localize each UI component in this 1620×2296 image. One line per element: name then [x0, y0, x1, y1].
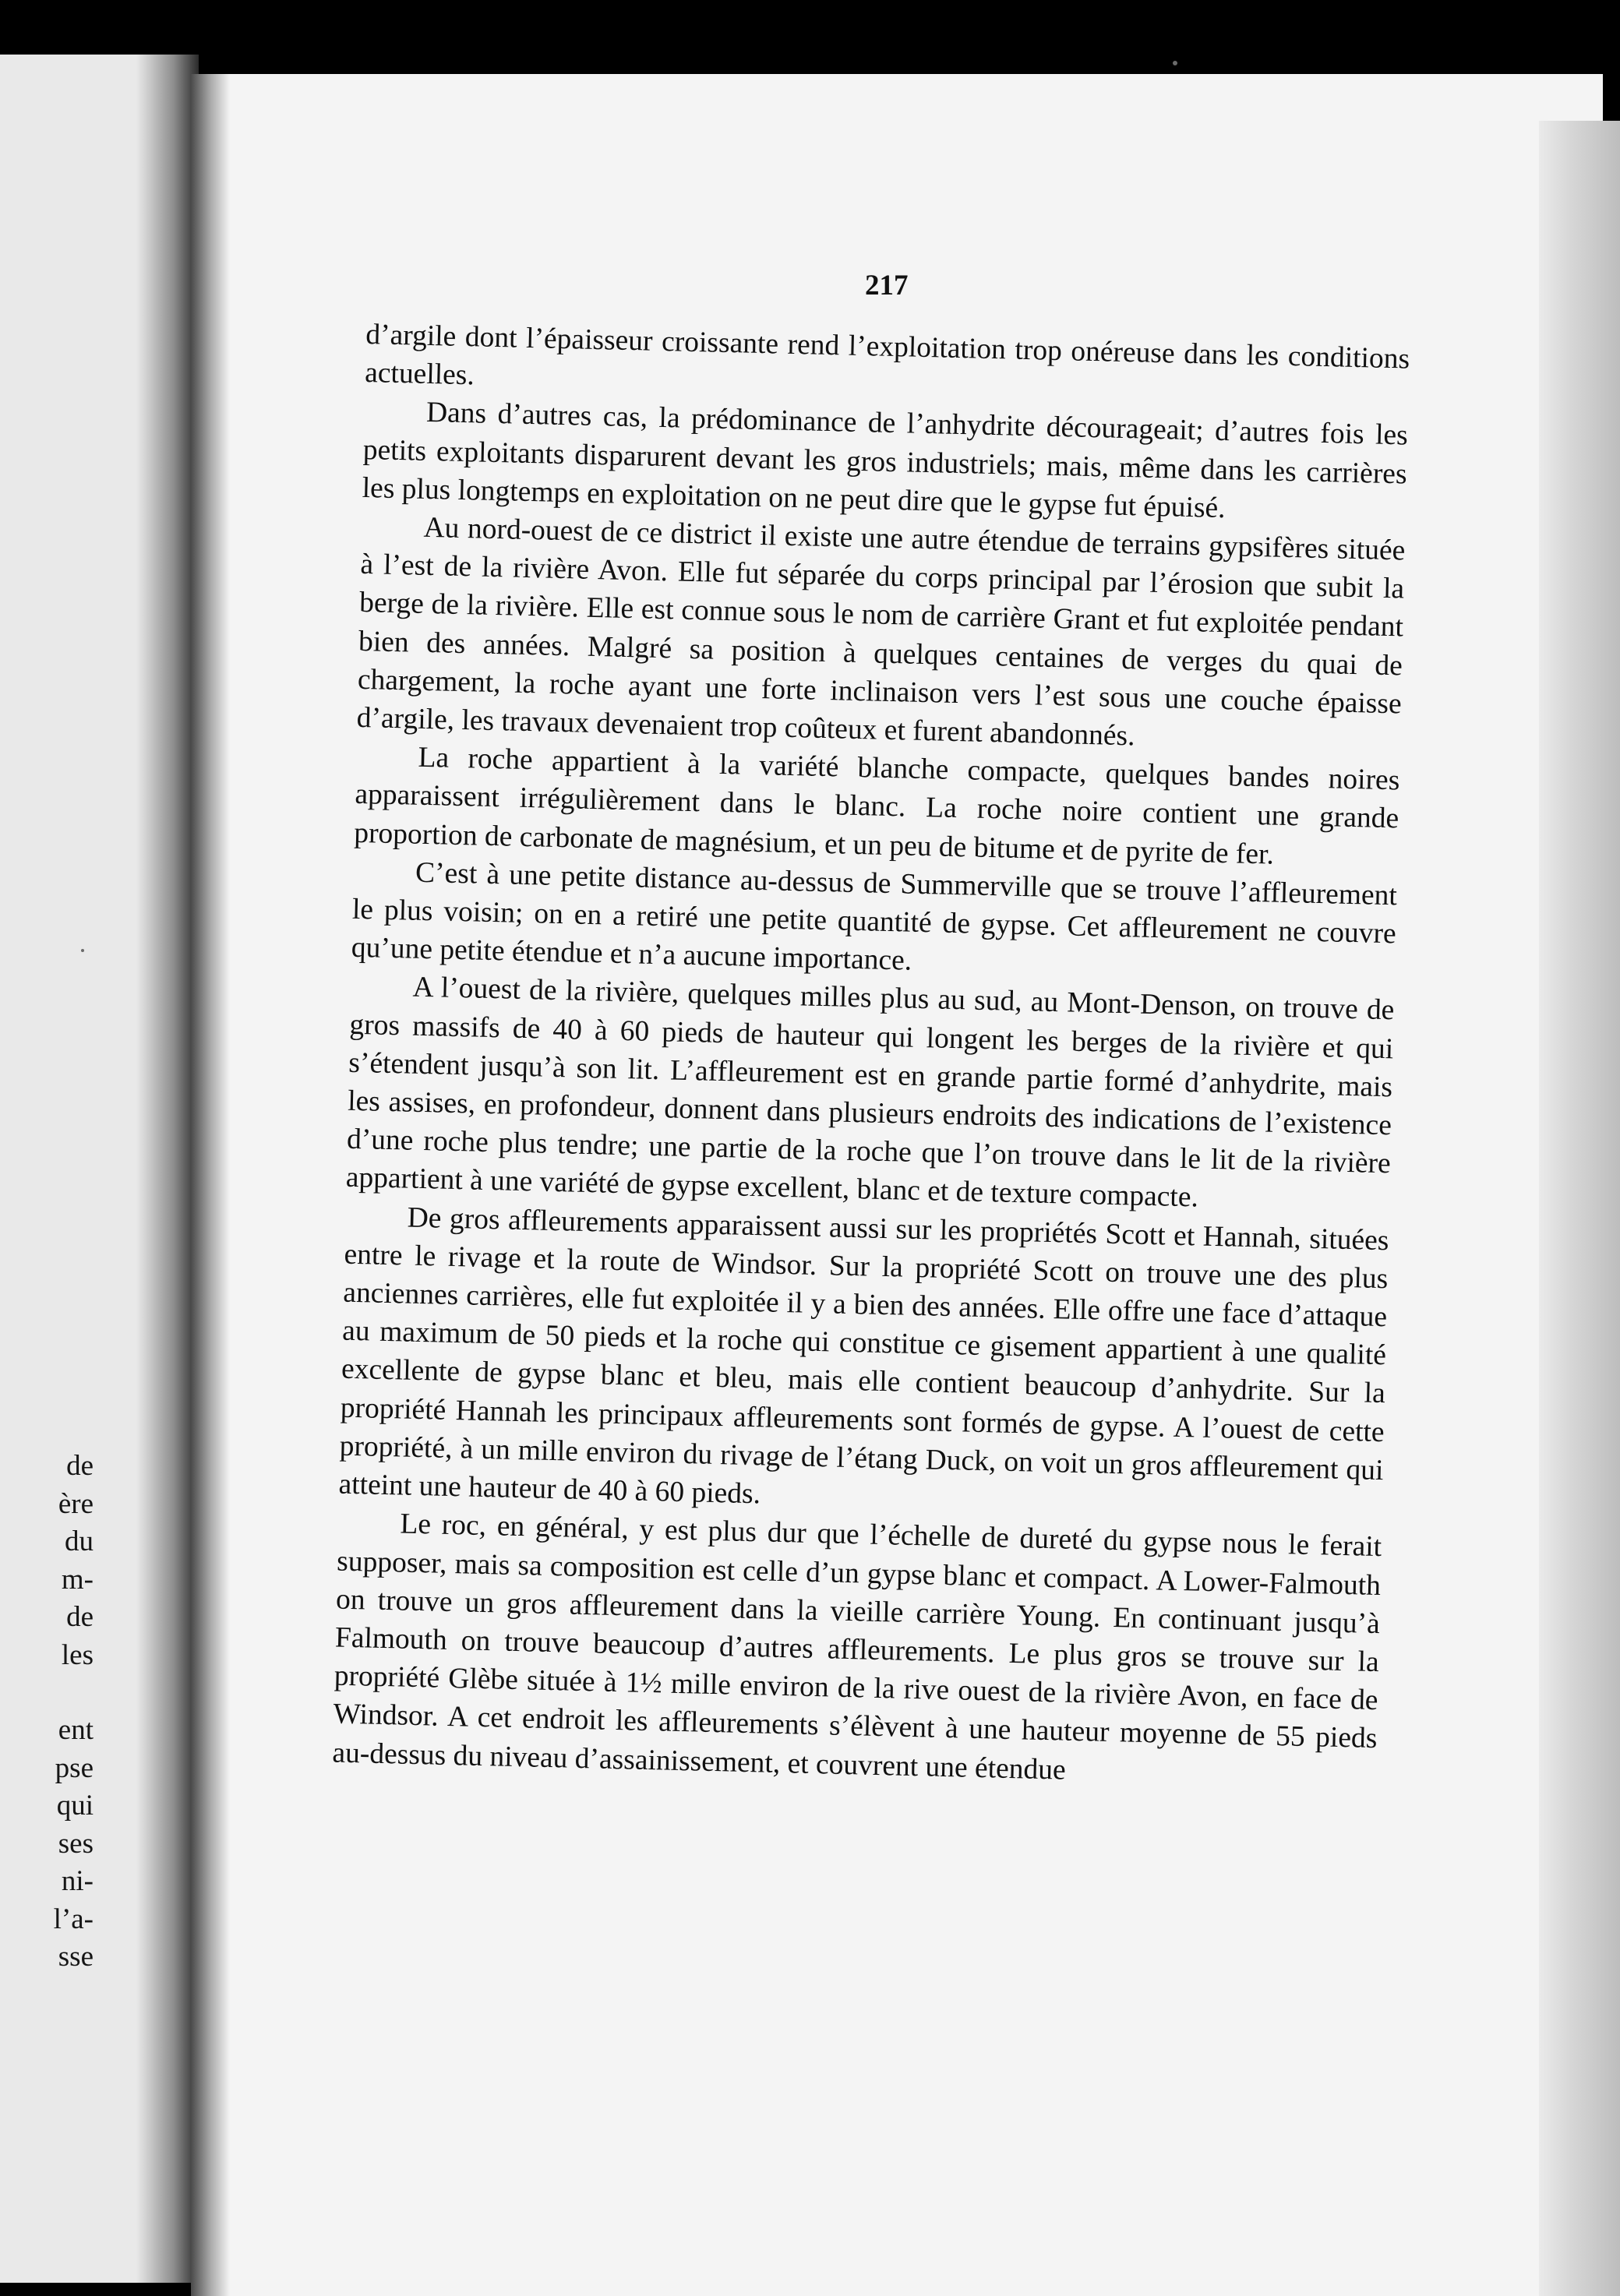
fragment-line: ent — [58, 1714, 94, 1746]
fragment-line: pse — [55, 1751, 94, 1784]
scan-speck — [1173, 61, 1177, 65]
fragment-line: sse — [58, 1941, 94, 1973]
paragraph: A l’ouest de la rivière, quelques milles plus au sud, au Mont-Denson, on trouve de gros massifs de 40 à 60 pieds de hauteur qui longent les berges de la rivière et qui s’étendent jusqu’à son lit. L’affleurement est en grande partie formé d’anhydrite, mais les assises, en profondeur, donnent dans plusieurs endroits des indications de l’existence d’une roche plus tendre; une partie de la roche que l’on trouve dans le lit de la rivière appartient à une variété de gypse excellent, blanc et de texture compacte. — [345, 972, 1395, 1214]
scan-speck — [81, 949, 84, 952]
paragraph: C’est à une petite distance au-dessus de Summerville que se trouve l’affleurement le plus voisin; on en a retiré une petite quantité de gypse. Cet affleurement ne couvre qu’une petite étendue et n’a aucune importance. — [351, 856, 1398, 977]
body-text — [332, 316, 1410, 1797]
fragment-line: les — [61, 1638, 94, 1671]
fragment-gap — [0, 1674, 94, 1712]
fragment-line: du — [65, 1525, 94, 1557]
fragment-line: de — [66, 1601, 94, 1633]
left-page-text-fragments — [0, 1448, 94, 1977]
fragment-line: ni- — [61, 1865, 94, 1897]
binding-shadow — [191, 74, 230, 2296]
fragment-line: qui — [56, 1790, 94, 1822]
paragraph: La roche appartient à la variété blanche compacte, quelques bandes noires apparaissent irrégulièrement dans le blanc. La roche noire contient une grande proportion de carbonate de magnésium, et un peu de bitume et de pyrite de fer. — [353, 741, 1400, 871]
fragment-line: m- — [61, 1563, 94, 1596]
paragraph: d’argile dont l’épaisseur croissante rend l’exploitation trop onéreuse dans les conditions actuelles. — [364, 318, 1410, 392]
fragment-line: l’a- — [53, 1903, 94, 1935]
paragraph: Dans d’autres cas, la prédominance de l’anhydrite décourageait; d’autres fois les petits exploitants disparurent devant les gros industriels; mais, même dans les carrières les plus longtemps en exploitation on ne peut dire que le gypse fut épuisé. — [362, 397, 1409, 524]
paragraph: Le roc, en général, y est plus dur que l’échelle de dureté du gypse nous le ferait supposer, mais sa composition est celle d’un gypse blanc et compact. A Lower-Falmouth on trouve un gros affleurement dans la vieille carrière Young. En continuant jusqu’à Falmouth on trouve beaucoup d’autres affleurements. Le plus gros se trouve sur la propriété Glèbe située à 1½ mille environ de la rive ouest de la rivière Avon, en face de Windsor. A cet endroit les affleurements s’élèvent à une hauteur moyenne de 55 pieds au-dessus du niveau d’assainissement, et couvrent une étendue — [332, 1508, 1382, 1786]
gutter-shadow — [136, 55, 199, 2283]
fragment-line: ère — [58, 1487, 94, 1520]
paragraph: De gros affleurements apparaissent aussi sur les propriétés Scott et Hannah, situées entre le rivage et la route de Windsor. Sur la propriété Scott on trouve une des plus anciennes carrières, elle fut exploitée il y a bien des années. Elle offre une face d’attaque au maximum de 50 pieds et la roche qui constitue ce gisement appartient à une qualité excellente de gypse blanc et bleu, mais elle contient beaucoup d’anhydrite. Sur la propriété Hannah les principaux affleurements sont formés de gypse. A l’ouest de cette propriété, à un mille environ du rivage de l’étang Duck, on voit un gros affleurement qui atteint une hauteur de 40 à 60 pieds. — [338, 1201, 1389, 1511]
page-edge-stack — [1539, 121, 1620, 2296]
fragment-line: de — [66, 1450, 94, 1482]
fragment-line: ses — [58, 1827, 94, 1860]
paragraph: Au nord-ouest de ce district il existe une autre étendue de terrains gypsifères située à l’est de la rivière Avon. Elle fut séparée du corps principal par l’érosion que subit la berge de la rivière. Elle est connue sous le nom de carrière Grant et fut exploitée pendant bien des années. Malgré sa position à quelques centaines de verges du quai de chargement, la roche ayant une forte inclinaison vers l’est sous une couche épaisse d’argile, les travaux devenaient trop coûteux et furent abandonnés. — [356, 511, 1406, 753]
page-number: 217 — [865, 270, 909, 302]
